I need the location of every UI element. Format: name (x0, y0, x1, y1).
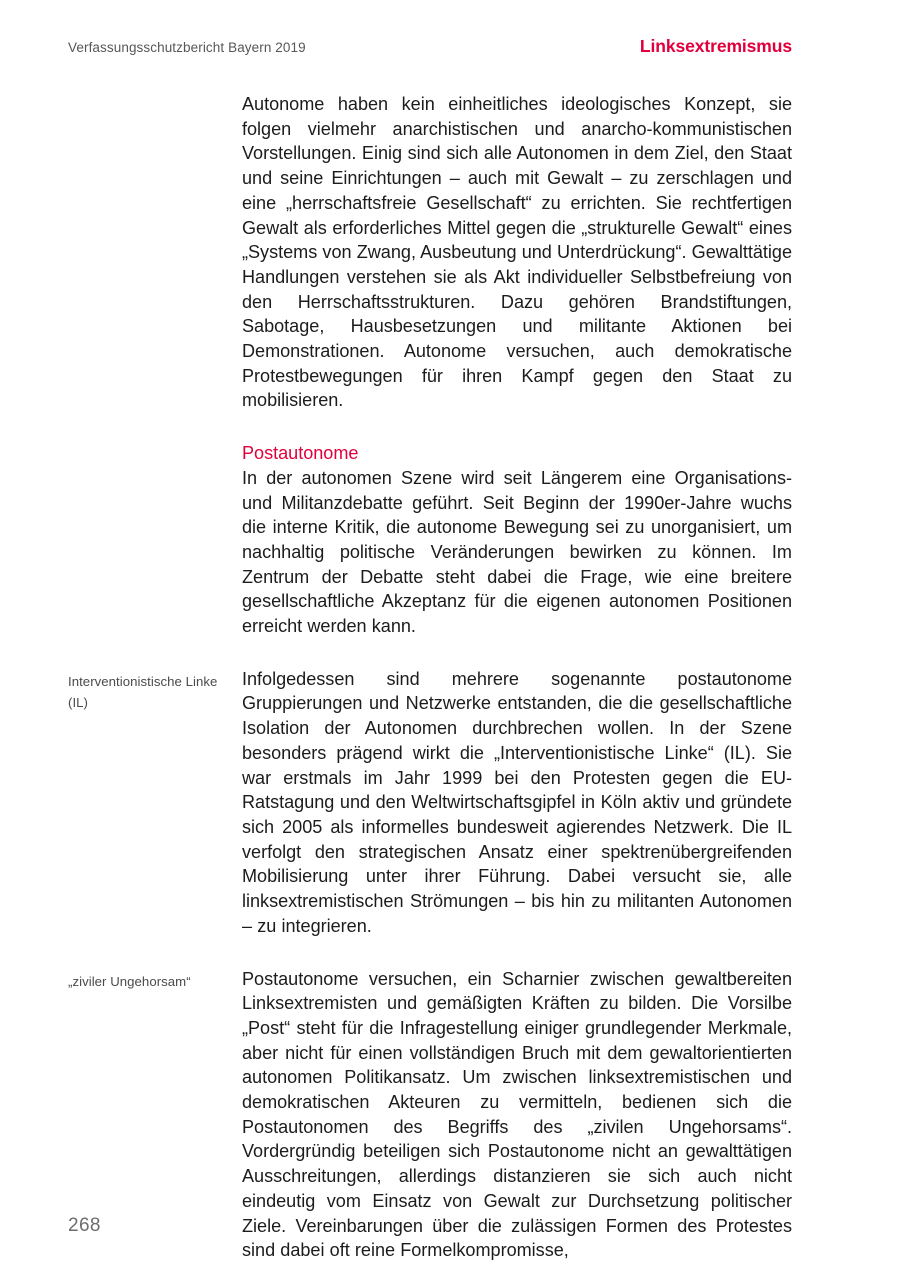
page-number: 268 (68, 1215, 101, 1236)
running-head-publication-title: Verfassungsschutzbericht Bayern 2019 (68, 40, 306, 55)
paragraph-interventionistische-linke: Infolgedessen sind mehrere sogenannte postautonome Gruppierungen und Netzwerke entstanden, die die gesellschaftliche Isolation der Autonomen durchbrechen wollen. In der Szene besonders prägend wirkt die „Interventionistische Linke“ (IL). Sie war erstmals im Jahr 1999 bei den Protesten gegen die EU-Ratstagung und den Weltwirtschaftsgipfel in Köln aktiv und gründete sich 2005 als informelles bundesweit agierendes Netzwerk. Die IL verfolgt den strategischen Ansatz einer spektrenübergreifenden Mobilisierung unter ihrer Führung. Dabei versucht sie, alle linksextremistischen Strömungen – bis hin zu militanten Autonomen – zu integrieren. (242, 668, 792, 936)
text-column (242, 667, 792, 939)
text-column (242, 967, 792, 1263)
paragraph-ziviler-ungehorsam: Postautonome versuchen, ein Scharnier zwischen gewaltbereiten Linksextremisten und gemäßigten Kräften zu bilden. Die Vorsilbe „Post“ steht für die Infragestellung einiger grundlegender Merkmale, aber nicht für einen vollständigen Bruch mit dem gewaltorientierten autonomen Politikansatz. Um zwischen linksextremistischen und demokratischen Akteuren zu vermitteln, bedienen sich die Postautonomen des Begriffs des „zivilen Ungehorsams“. Vordergründig beteiligen sich Postautonome nicht an gewalttätigen Ausschreitungen, allerdings distanzieren sie sich auch nicht eindeutig vom Einsatz von Gewalt zur Durchsetzung politischer Ziele. Vereinbarungen über die zulässigen Formen des Protestes sind dabei oft reine Formelkompromisse, (242, 968, 792, 1261)
content-block-ziviler-ungehorsam (68, 967, 792, 1263)
content-block-interventionistische-linke (68, 667, 792, 939)
paragraph-organisationsdebatte: In der autonomen Szene wird seit Längerem eine Organisations- und Militanzdebatte geführt. Seit Beginn der 1990er-Jahre wuchs die interne Kritik, die autonome Bewegung sei zu unorganisiert, um nachhaltig politische Veränderungen bewirken zu können. Im Zentrum der Debatte steht dabei die Frage, wie eine breitere gesellschaftliche Akzeptanz für die eigenen autonomen Positionen erreicht werden kann. (242, 467, 792, 637)
subheading-postautonome: Postautonome (242, 443, 359, 464)
running-head-section-title: Linksextremismus (639, 36, 792, 56)
page-content (68, 92, 792, 1263)
spacer (68, 413, 792, 441)
spacer (68, 639, 792, 667)
text-column (242, 441, 792, 639)
spacer (68, 939, 792, 967)
paragraph-autonome-ideology: Autonome haben kein einheitliches ideologisches Konzept, sie folgen vielmehr anarchistischen und anarcho-kommunistischen Vorstellungen. Einig sind sich alle Autonomen in dem Ziel, den Staat und seine Einrichtungen – auch mit Gewalt – zu zerschlagen und eine „herrschaftsfreie Gesellschaft“ zu errichten. Sie rechtfertigen Gewalt als erforderliches Mittel gegen die „strukturelle Gewalt“ eines „Systems von Zwang, Ausbeutung und Unterdrückung“. Gewalttätige Handlungen verstehen sie als Akt individueller Selbstbefreiung von den Herrschaftsstrukturen. Dazu gehören Brandstiftungen, Sabotage, Hausbesetzungen und militante Aktionen bei Demonstrationen. Autonome versuchen, auch demokratische Protestbewegungen für ihren Kampf gegen den Staat zu mobilisieren. (242, 94, 792, 411)
margin-note-ziviler-ungehorsam: „ziviler Ungehorsam“ (68, 973, 191, 989)
margin-note-interventionistische-linke: Interventionistische Linke (IL) (68, 673, 218, 710)
content-block-autonome (68, 92, 792, 413)
text-column (242, 92, 792, 413)
content-block-postautonome (68, 441, 792, 639)
running-head (68, 36, 792, 62)
